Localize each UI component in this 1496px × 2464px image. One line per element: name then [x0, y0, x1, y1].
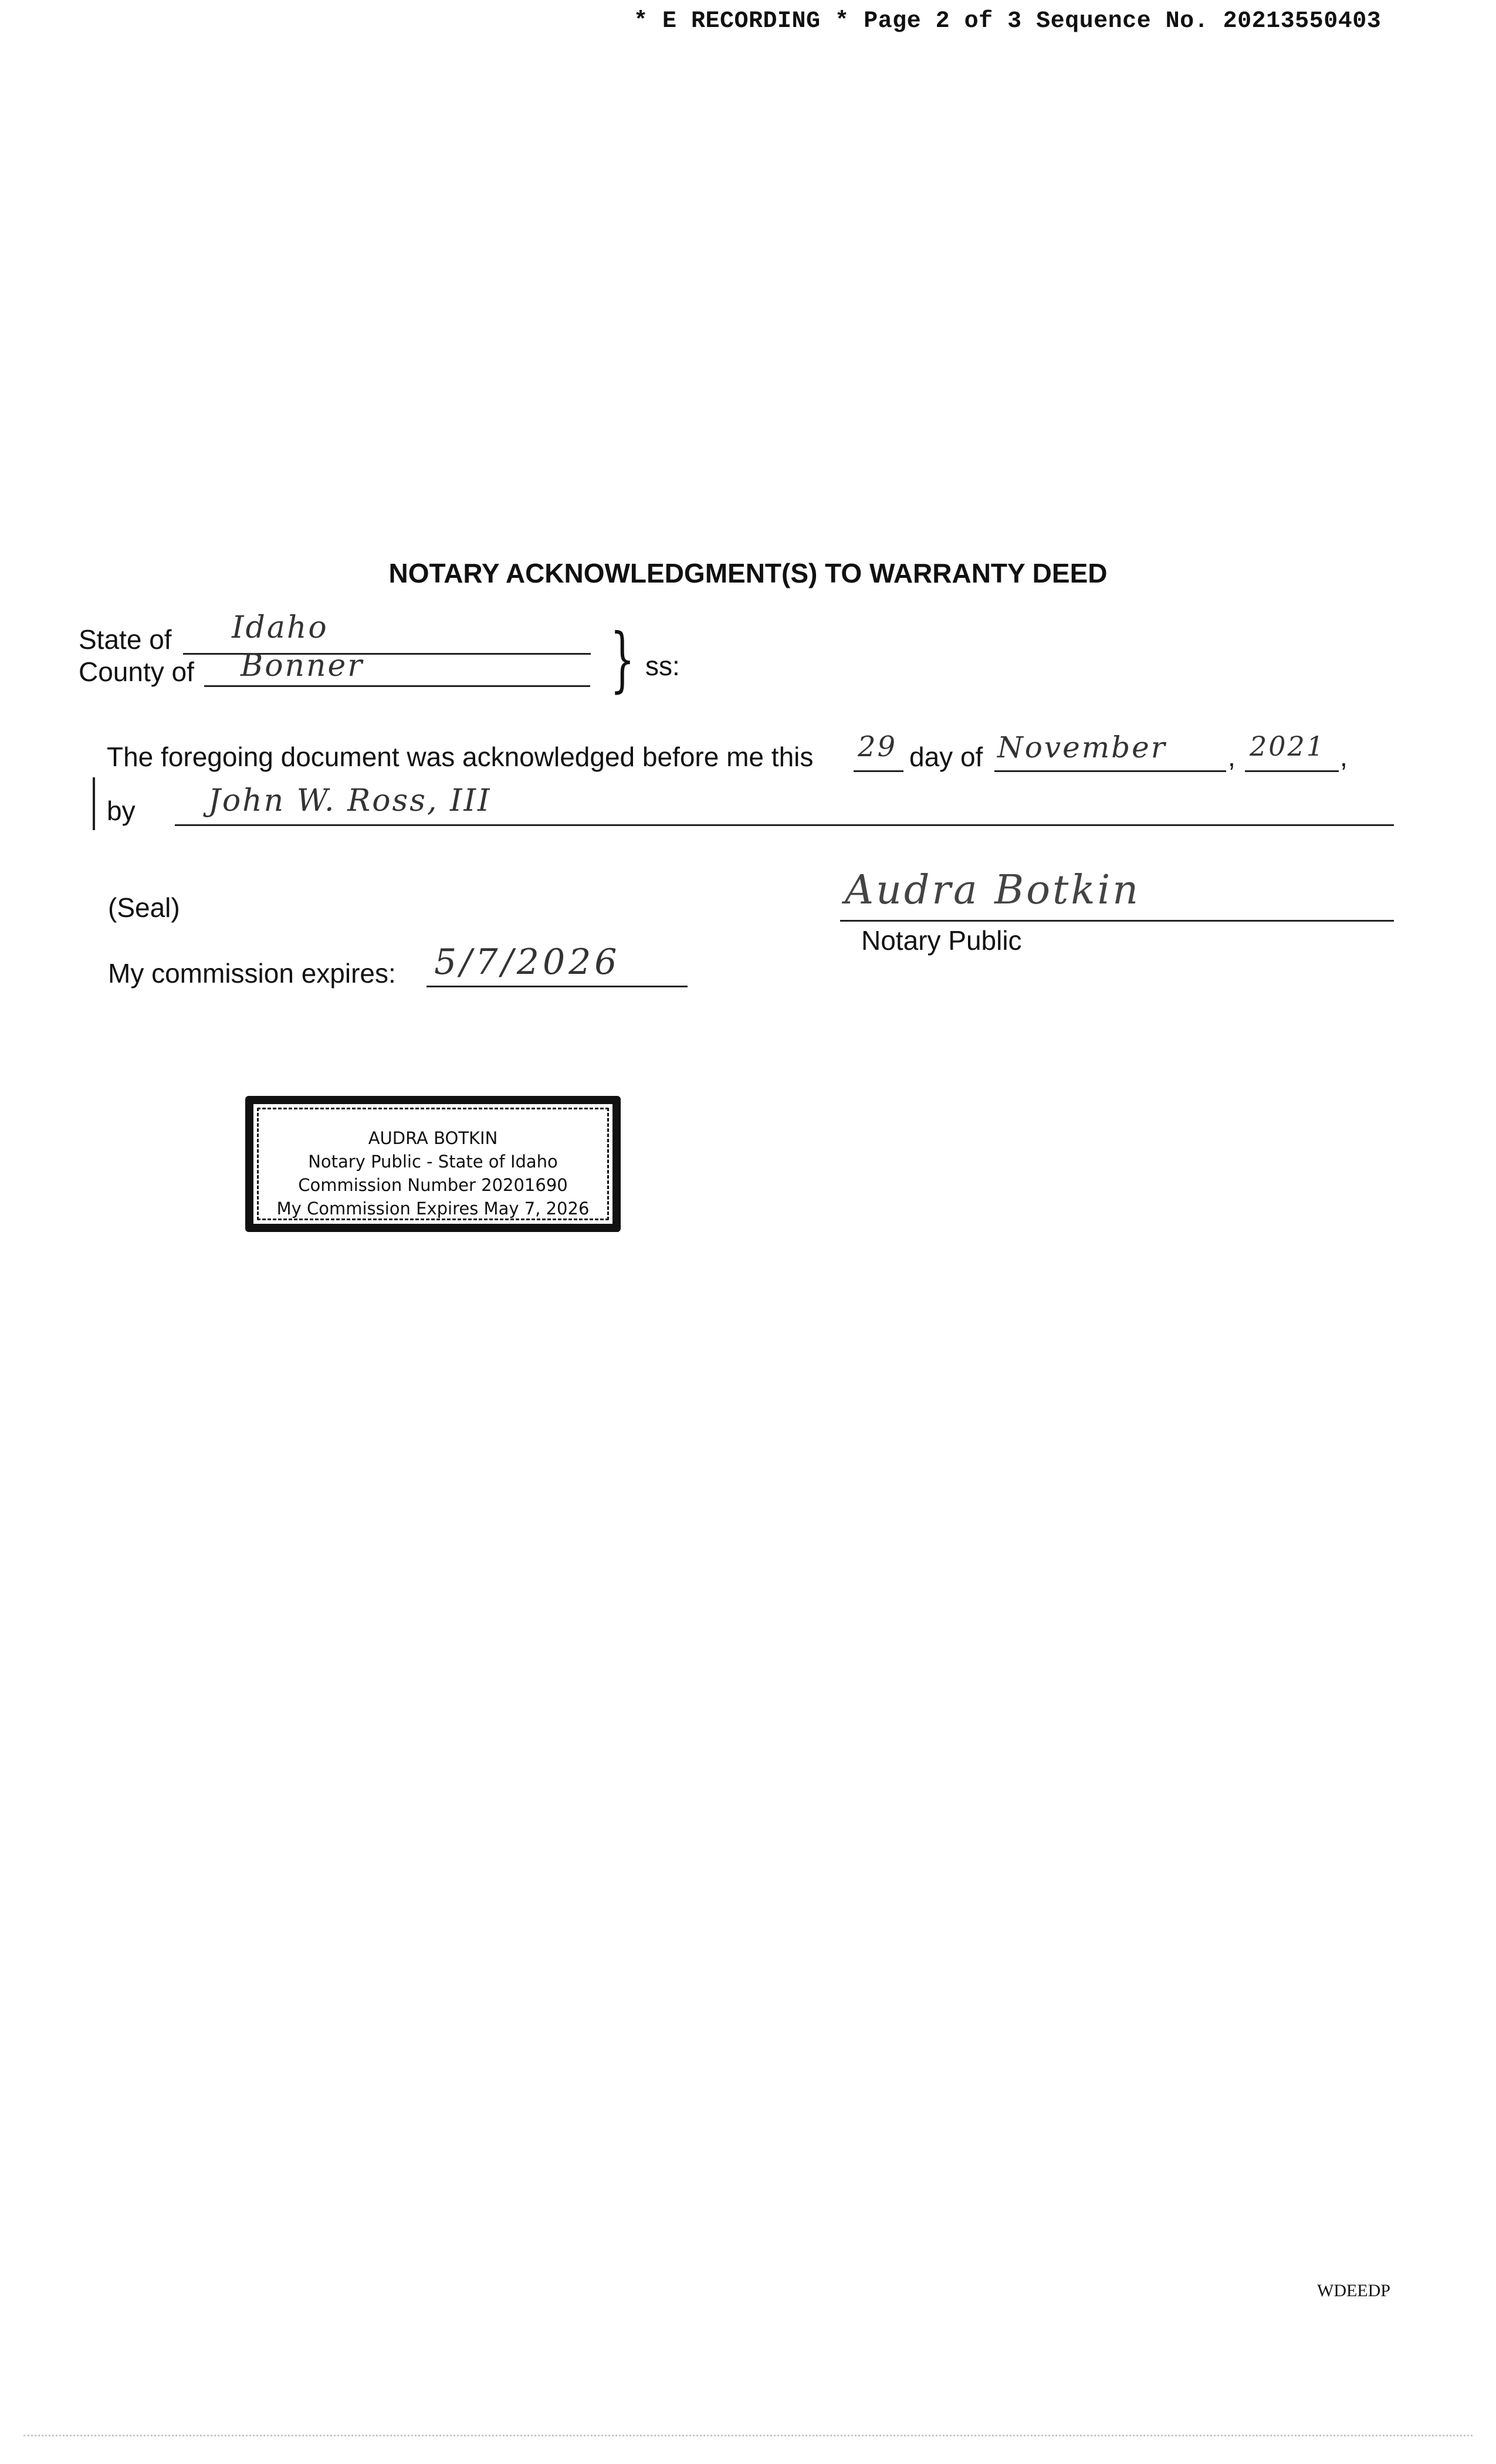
by-underline: [175, 824, 1394, 826]
stamp-expiration: My Commission Expires May 7, 2026: [276, 1199, 590, 1219]
comma-after-month: ,: [1228, 742, 1236, 772]
form-code: WDEEDP: [1317, 2281, 1390, 2300]
stamp-title: Notary Public - State of Idaho: [308, 1152, 558, 1172]
notary-stamp: [245, 1096, 621, 1232]
county-value: Bonner: [241, 648, 364, 683]
recording-header: * E RECORDING * Page 2 of 3 Sequence No. 20213550403: [634, 8, 1382, 35]
margin-mark: [93, 777, 95, 830]
venue-brace: }: [610, 619, 635, 700]
year-value: 2021: [1250, 730, 1326, 762]
day-value: 29: [858, 730, 898, 763]
month-underline: [994, 770, 1226, 772]
commission-underline: [427, 986, 688, 987]
document-title: NOTARY ACKNOWLEDGMENT(S) TO WARRANTY DEED: [388, 558, 1108, 588]
signature-underline: [840, 920, 1394, 922]
scan-edge-line: [23, 2435, 1473, 2436]
acknowledgment-text: The foregoing document was acknowledged before me this: [107, 742, 814, 772]
stamp-name: AUDRA BOTKIN: [368, 1128, 498, 1148]
commission-label: My commission expires:: [108, 958, 396, 989]
comma-after-year: ,: [1340, 742, 1348, 772]
state-value: Idaho: [232, 610, 329, 645]
by-value: John W. Ross, III: [208, 783, 492, 818]
year-underline: [1245, 770, 1339, 772]
day-underline: [854, 770, 903, 772]
county-label: County of: [79, 656, 194, 687]
by-label: by: [107, 796, 136, 826]
county-underline: [204, 685, 590, 687]
state-label: State of: [79, 624, 172, 655]
seal-label: (Seal): [108, 892, 180, 923]
commission-value: 5/7/2026: [434, 942, 621, 983]
day-of-label: day of: [909, 742, 983, 772]
notary-public-caption: Notary Public: [861, 925, 1022, 956]
ss-label: ss:: [645, 651, 680, 681]
month-value: November: [997, 730, 1167, 764]
notary-signature: Audra Botkin: [845, 867, 1141, 913]
stamp-commission-number: Commission Number 20201690: [298, 1175, 568, 1195]
